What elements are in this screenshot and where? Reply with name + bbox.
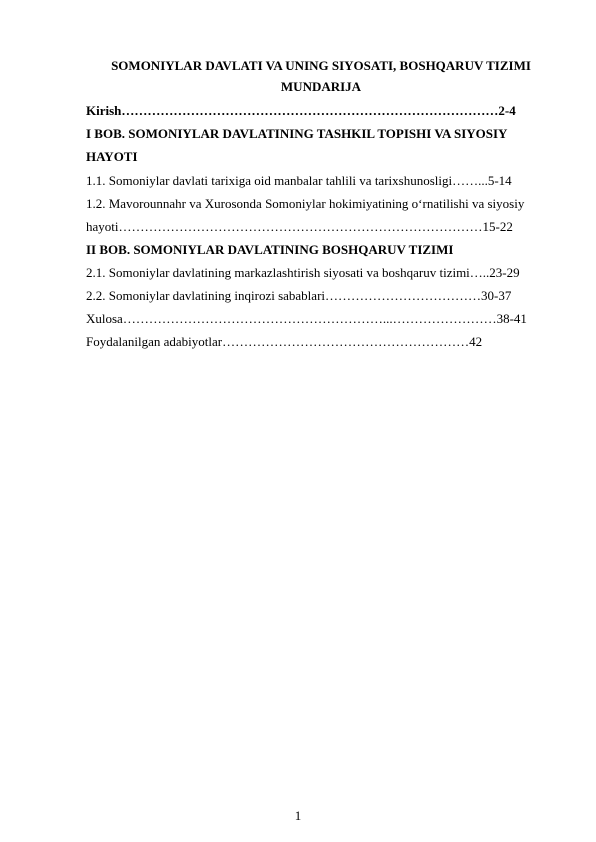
toc-entry-1-2: 1.2. Mavorounnahr va Xurosonda Somoniylar hokimiyatining o‘rnatilishi va siyosiy [86, 196, 525, 211]
toc-entry-2-2: 2.2. Somoniylar davlatining inqirozi sabablari………………………………30-37 [86, 288, 512, 303]
toc-entry-conclusion: Xulosa……………………………………………………...……………………38-41 [86, 311, 527, 326]
toc-heading: MUNDARIJA [280, 79, 362, 94]
toc-entry-intro: Kirish……………………………………………………………………………2-4 [86, 103, 516, 118]
toc-entry-references: Foydalanilgan adabiyotlar…………………………………………………42 [86, 334, 483, 349]
toc-chapter2-title: II BOB. SOMONIYLAR DAVLATINING BOSHQARUV TIZIMI [86, 242, 454, 257]
toc-chapter1-title: I BOB. SOMONIYLAR DAVLATINING TASHKIL TOPISHI VA SIYOSIY [86, 126, 508, 141]
toc-entry-1-1: 1.1. Somoniylar davlati tarixiga oid manbalar tahlili va tarixshunosligi……...5-14 [86, 173, 512, 188]
toc-entry-1-2-cont: hayoti…………………………………………………………………………15-22 [86, 219, 513, 234]
toc-entry-2-1: 2.1. Somoniylar davlatining markazlashtirish siyosati va boshqaruv tizimi…..23-29 [86, 265, 520, 280]
document-title: SOMONIYLAR DAVLATI VA UNING SIYOSATI, BOSHQARUV TIZIMI [111, 58, 531, 73]
toc-chapter1-title-cont: HAYOTI [86, 149, 138, 164]
page-number: 1 [294, 808, 302, 823]
